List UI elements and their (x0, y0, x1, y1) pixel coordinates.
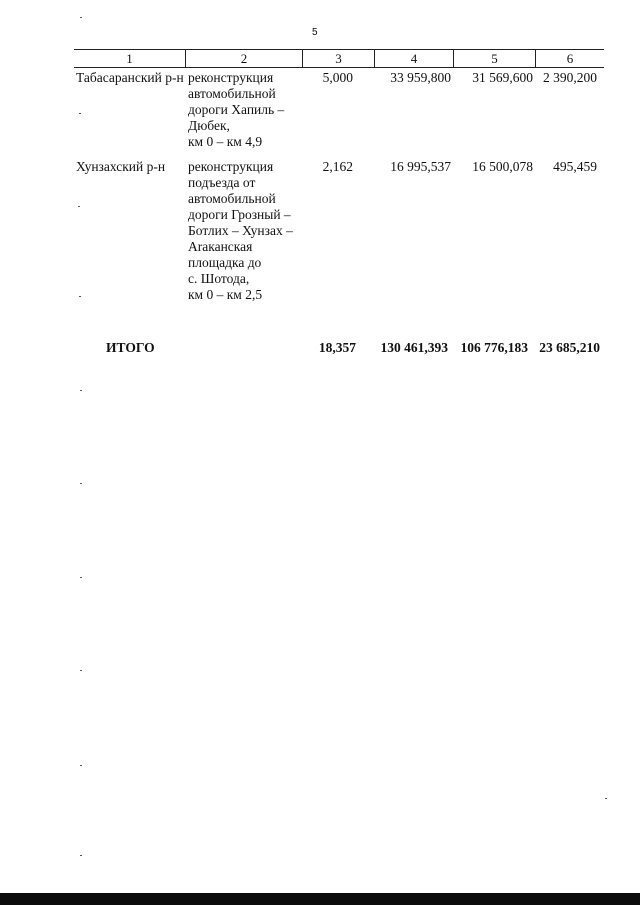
row-1-description (188, 70, 284, 150)
scan-speck (80, 17, 82, 18)
row-2-desc-line: с. Шотода, (188, 271, 250, 286)
row-1-desc-line: автомобильной (188, 86, 276, 101)
row-2-desc-line: дороги Грозный – (188, 207, 291, 222)
row-2-desc-line: автомобильной (188, 191, 276, 206)
scan-speck (80, 670, 82, 671)
total-col4: 130 461,393 (380, 340, 448, 355)
row-2-district: Хунзахский р-н (76, 159, 166, 174)
row-2-col5: 16 500,078 (472, 159, 533, 174)
scan-speck (80, 765, 82, 766)
scan-speck (80, 577, 82, 578)
total-length: 18,357 (318, 340, 356, 355)
row-2-col4: 16 995,537 (390, 159, 451, 174)
scan-bottom-edge (0, 893, 640, 905)
row-2-desc-line: Araканская (188, 239, 253, 254)
total-label: ИТОГО (106, 340, 155, 355)
total-col5: 106 776,183 (460, 340, 528, 355)
scan-speck (80, 483, 82, 484)
scan-speck (80, 855, 82, 856)
row-1-col6: 2 390,200 (543, 70, 597, 85)
page-number: 5 (312, 27, 318, 38)
row-1-desc-line: Дюбек, (188, 118, 230, 133)
row-1-district: Табасаранский р-н (76, 70, 184, 85)
row-2-desc-line: реконструкция (188, 159, 274, 174)
header-col-3: 3 (302, 50, 374, 67)
row-2-description (188, 159, 293, 303)
row-1-desc-line: дороги Хапиль – (188, 102, 285, 117)
header-col-6: 6 (535, 50, 604, 67)
header-col-2: 2 (185, 50, 302, 67)
total-col6: 23 685,210 (539, 340, 600, 355)
header-col-4: 4 (374, 50, 453, 67)
row-2-desc-line: км 0 – км 2,5 (188, 287, 263, 302)
row-2-col6: 495,459 (553, 159, 597, 174)
scan-speck (78, 206, 80, 207)
header-col-5: 5 (453, 50, 535, 67)
scan-speck (79, 113, 81, 114)
scan-speck (79, 296, 81, 297)
scan-speck (605, 798, 607, 799)
row-1-desc-line: реконструкция (188, 70, 274, 85)
row-1-length: 5,000 (322, 70, 353, 85)
scan-speck (80, 390, 82, 391)
row-1-col4: 33 959,800 (390, 70, 451, 85)
header-col-1: 1 (126, 51, 133, 66)
row-2-desc-line: площадка до (188, 255, 262, 270)
row-2-desc-line: подъезда от (188, 175, 256, 190)
table-header-row (74, 49, 604, 68)
row-1-col5: 31 569,600 (472, 70, 533, 85)
row-2-desc-line: Ботлих – Хунзах – (188, 223, 293, 238)
row-1-desc-line: км 0 – км 4,9 (188, 134, 263, 149)
row-2-length: 2,162 (322, 159, 353, 174)
